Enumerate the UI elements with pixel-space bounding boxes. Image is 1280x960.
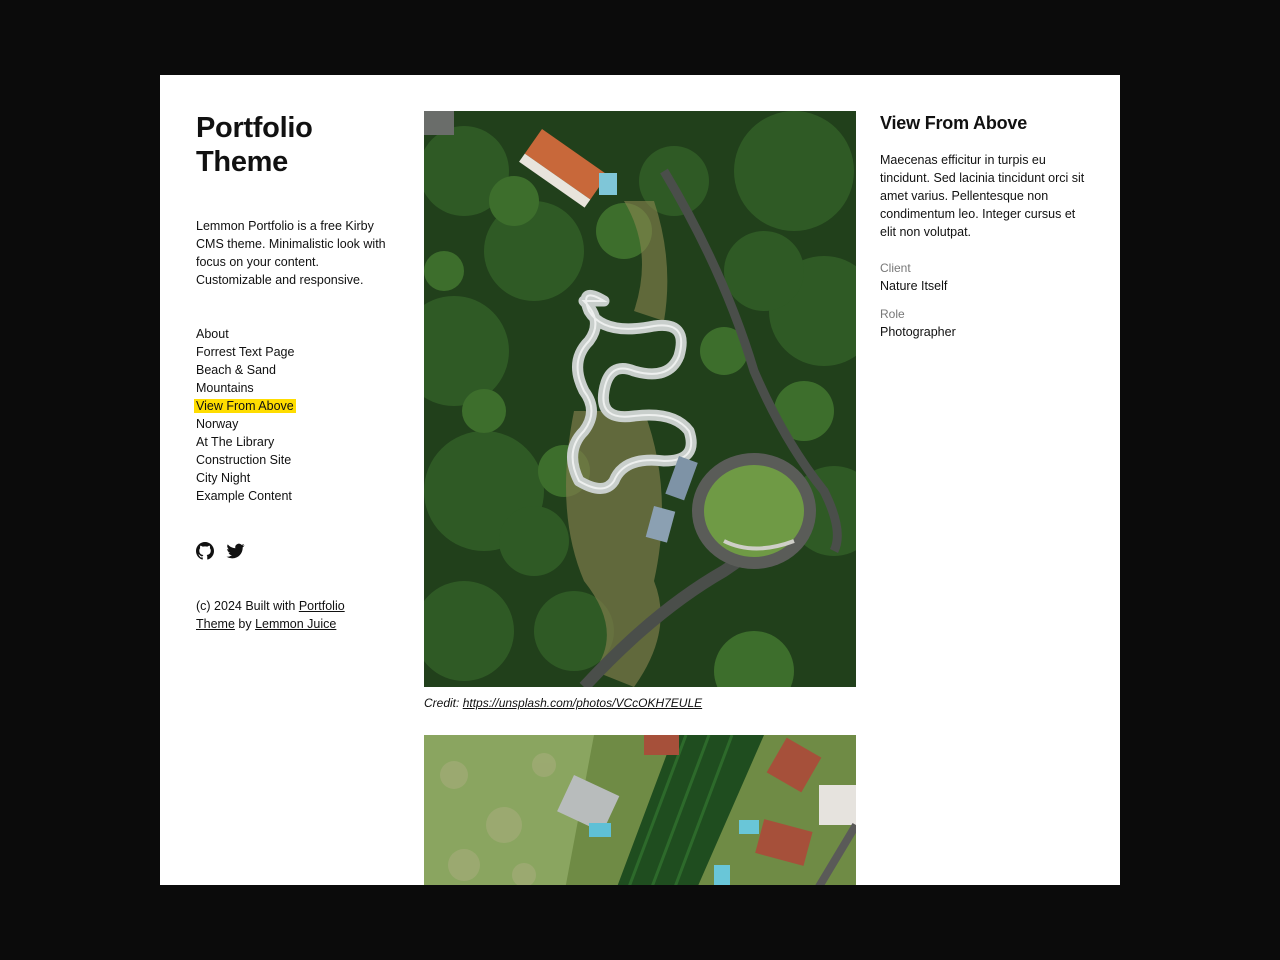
site-title-line1: Portfolio [196,112,313,144]
project-info [880,111,1090,341]
site-description: Lemmon Portfolio is a free Kirby CMS theme. Minimalistic look with focus on your content. Customizable and responsive. [196,219,386,287]
site-title[interactable] [196,111,386,179]
portfolio-theme-link[interactable]: Portfolio Theme [196,599,345,631]
project-gallery [424,111,856,885]
nav-item-view-from-above[interactable]: View From Above [196,399,294,413]
role-label: Role [880,307,905,321]
main-nav [196,325,386,505]
client-label: Client [880,261,911,275]
nav-item-mountains[interactable]: Mountains [196,381,254,395]
project-title: View From Above [880,113,1028,133]
nav-item-construction-site[interactable]: Construction Site [196,453,292,467]
role-value: Photographer [880,325,956,339]
nav-item-forrest-text-page[interactable]: Forrest Text Page [196,345,295,359]
aerial-photo-race-track[interactable] [424,111,856,687]
aerial-photo-village[interactable] [424,735,856,885]
footer-credit: (c) 2024 Built with Portfolio Theme by Lemmon Juice [196,599,345,631]
twitter-icon[interactable] [226,542,244,560]
photo-credit-link[interactable]: https://unsplash.com/photos/VCcOKH7EULE [462,696,703,710]
nav-item-at-the-library[interactable]: At The Library [196,435,275,449]
site-title-line2: Theme [196,146,288,178]
nav-item-about[interactable]: About [196,327,229,341]
nav-item-beach-sand[interactable]: Beach & Sand [196,363,276,377]
github-icon[interactable] [196,542,214,560]
social-links [196,541,386,561]
photo-credit-caption: Credit: https://unsplash.com/photos/VCcOKH7EULE [424,696,703,710]
gallery-figure [424,111,856,711]
lemmon-juice-link[interactable]: Lemmon Juice [255,617,337,631]
nav-item-norway[interactable]: Norway [196,417,239,431]
project-description: Maecenas efficitur in turpis eu tincidunt. Sed lacinia tincidunt orci sit amet varius. Pellentesque non condimentum leo. Integer cursus et elit non volutpat. [880,153,1085,239]
page-card [160,75,1120,885]
sidebar [196,111,386,633]
nav-item-example-content[interactable]: Example Content [196,489,292,503]
nav-item-city-night[interactable]: City Night [196,471,251,485]
client-value: Nature Itself [880,279,948,293]
